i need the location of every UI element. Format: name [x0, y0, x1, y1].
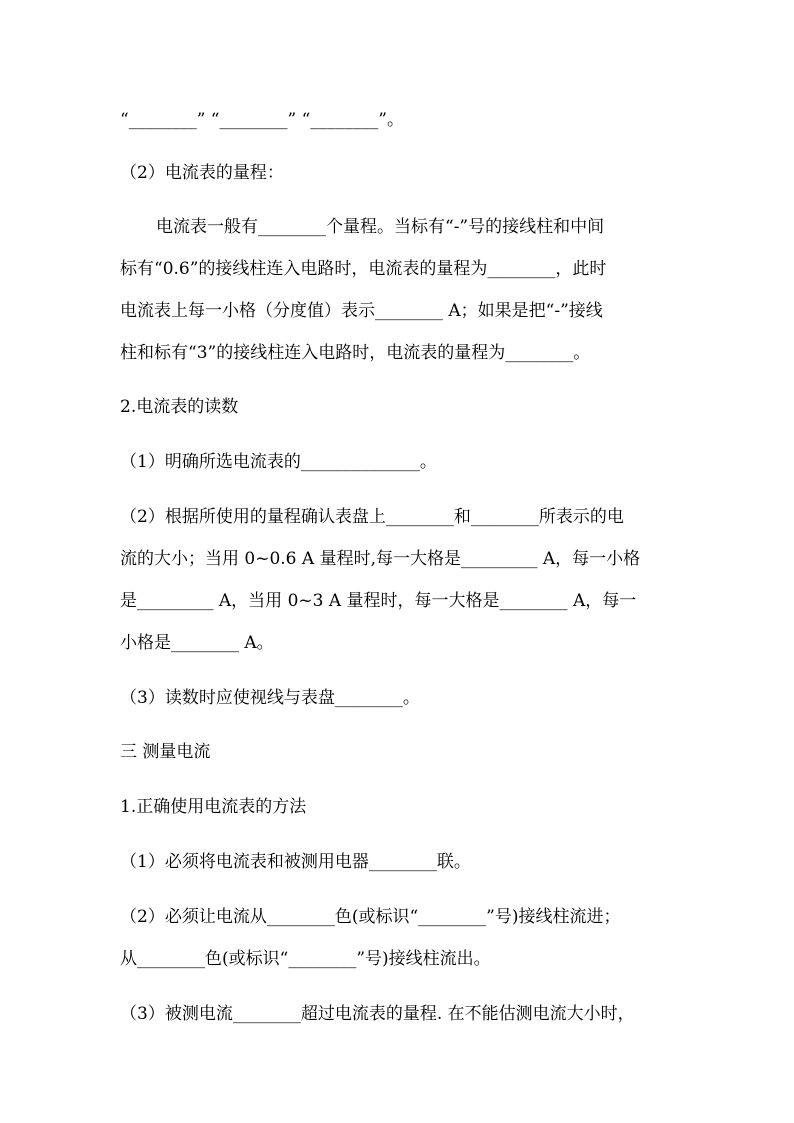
paragraph-line: 从________色(或标识“________”号)接线柱流出。: [120, 949, 491, 969]
paragraph-line: 流的大小；当用 0~0.6 A 量程时,每一大格是_________ A，每一小格: [120, 549, 641, 569]
list-item: （3）读数时应使视线与表盘________。: [120, 688, 420, 708]
list-item: （2）必须让电流从________色(或标识“________”号)接线柱流进；: [120, 907, 621, 927]
paragraph-line: 电流表上每一小格（分度值）表示________ A；如果是把“-”接线: [120, 301, 603, 321]
list-item: （1）明确所选电流表的______________。: [120, 452, 437, 472]
paragraph-line: 小格是________ A。: [120, 633, 274, 653]
paragraph-line: 标有“0.6”的接线柱连入电路时，电流表的量程为________，此时: [120, 259, 607, 279]
blank-quotes-line: “________” “________” “________”。: [120, 110, 404, 130]
list-item: （2）根据所使用的量程确认表盘上________和________所表示的电: [120, 507, 624, 527]
section-heading-usage: 1.正确使用电流表的方法: [120, 797, 307, 817]
list-item: （1）必须将电流表和被测用电器________联。: [120, 852, 471, 872]
section-heading-reading: 2.电流表的读数: [120, 397, 239, 417]
paragraph-line: 是_________ A，当用 0~3 A 量程时，每一大格是________ A，每一: [120, 591, 637, 611]
subheading-ammeter-range: （2）电流表的量程：: [120, 163, 284, 183]
paragraph-line: 柱和标有“3”的接线柱连入电路时，电流表的量程为________。: [120, 343, 591, 363]
paragraph-line: 电流表一般有________个量程。当标有“-”号的接线柱和中间: [156, 217, 605, 237]
section-heading-measure-current: 三 测量电流: [120, 742, 211, 762]
list-item: （3）被测电流________超过电流表的量程. 在不能估测电流大小时，: [120, 1004, 635, 1024]
